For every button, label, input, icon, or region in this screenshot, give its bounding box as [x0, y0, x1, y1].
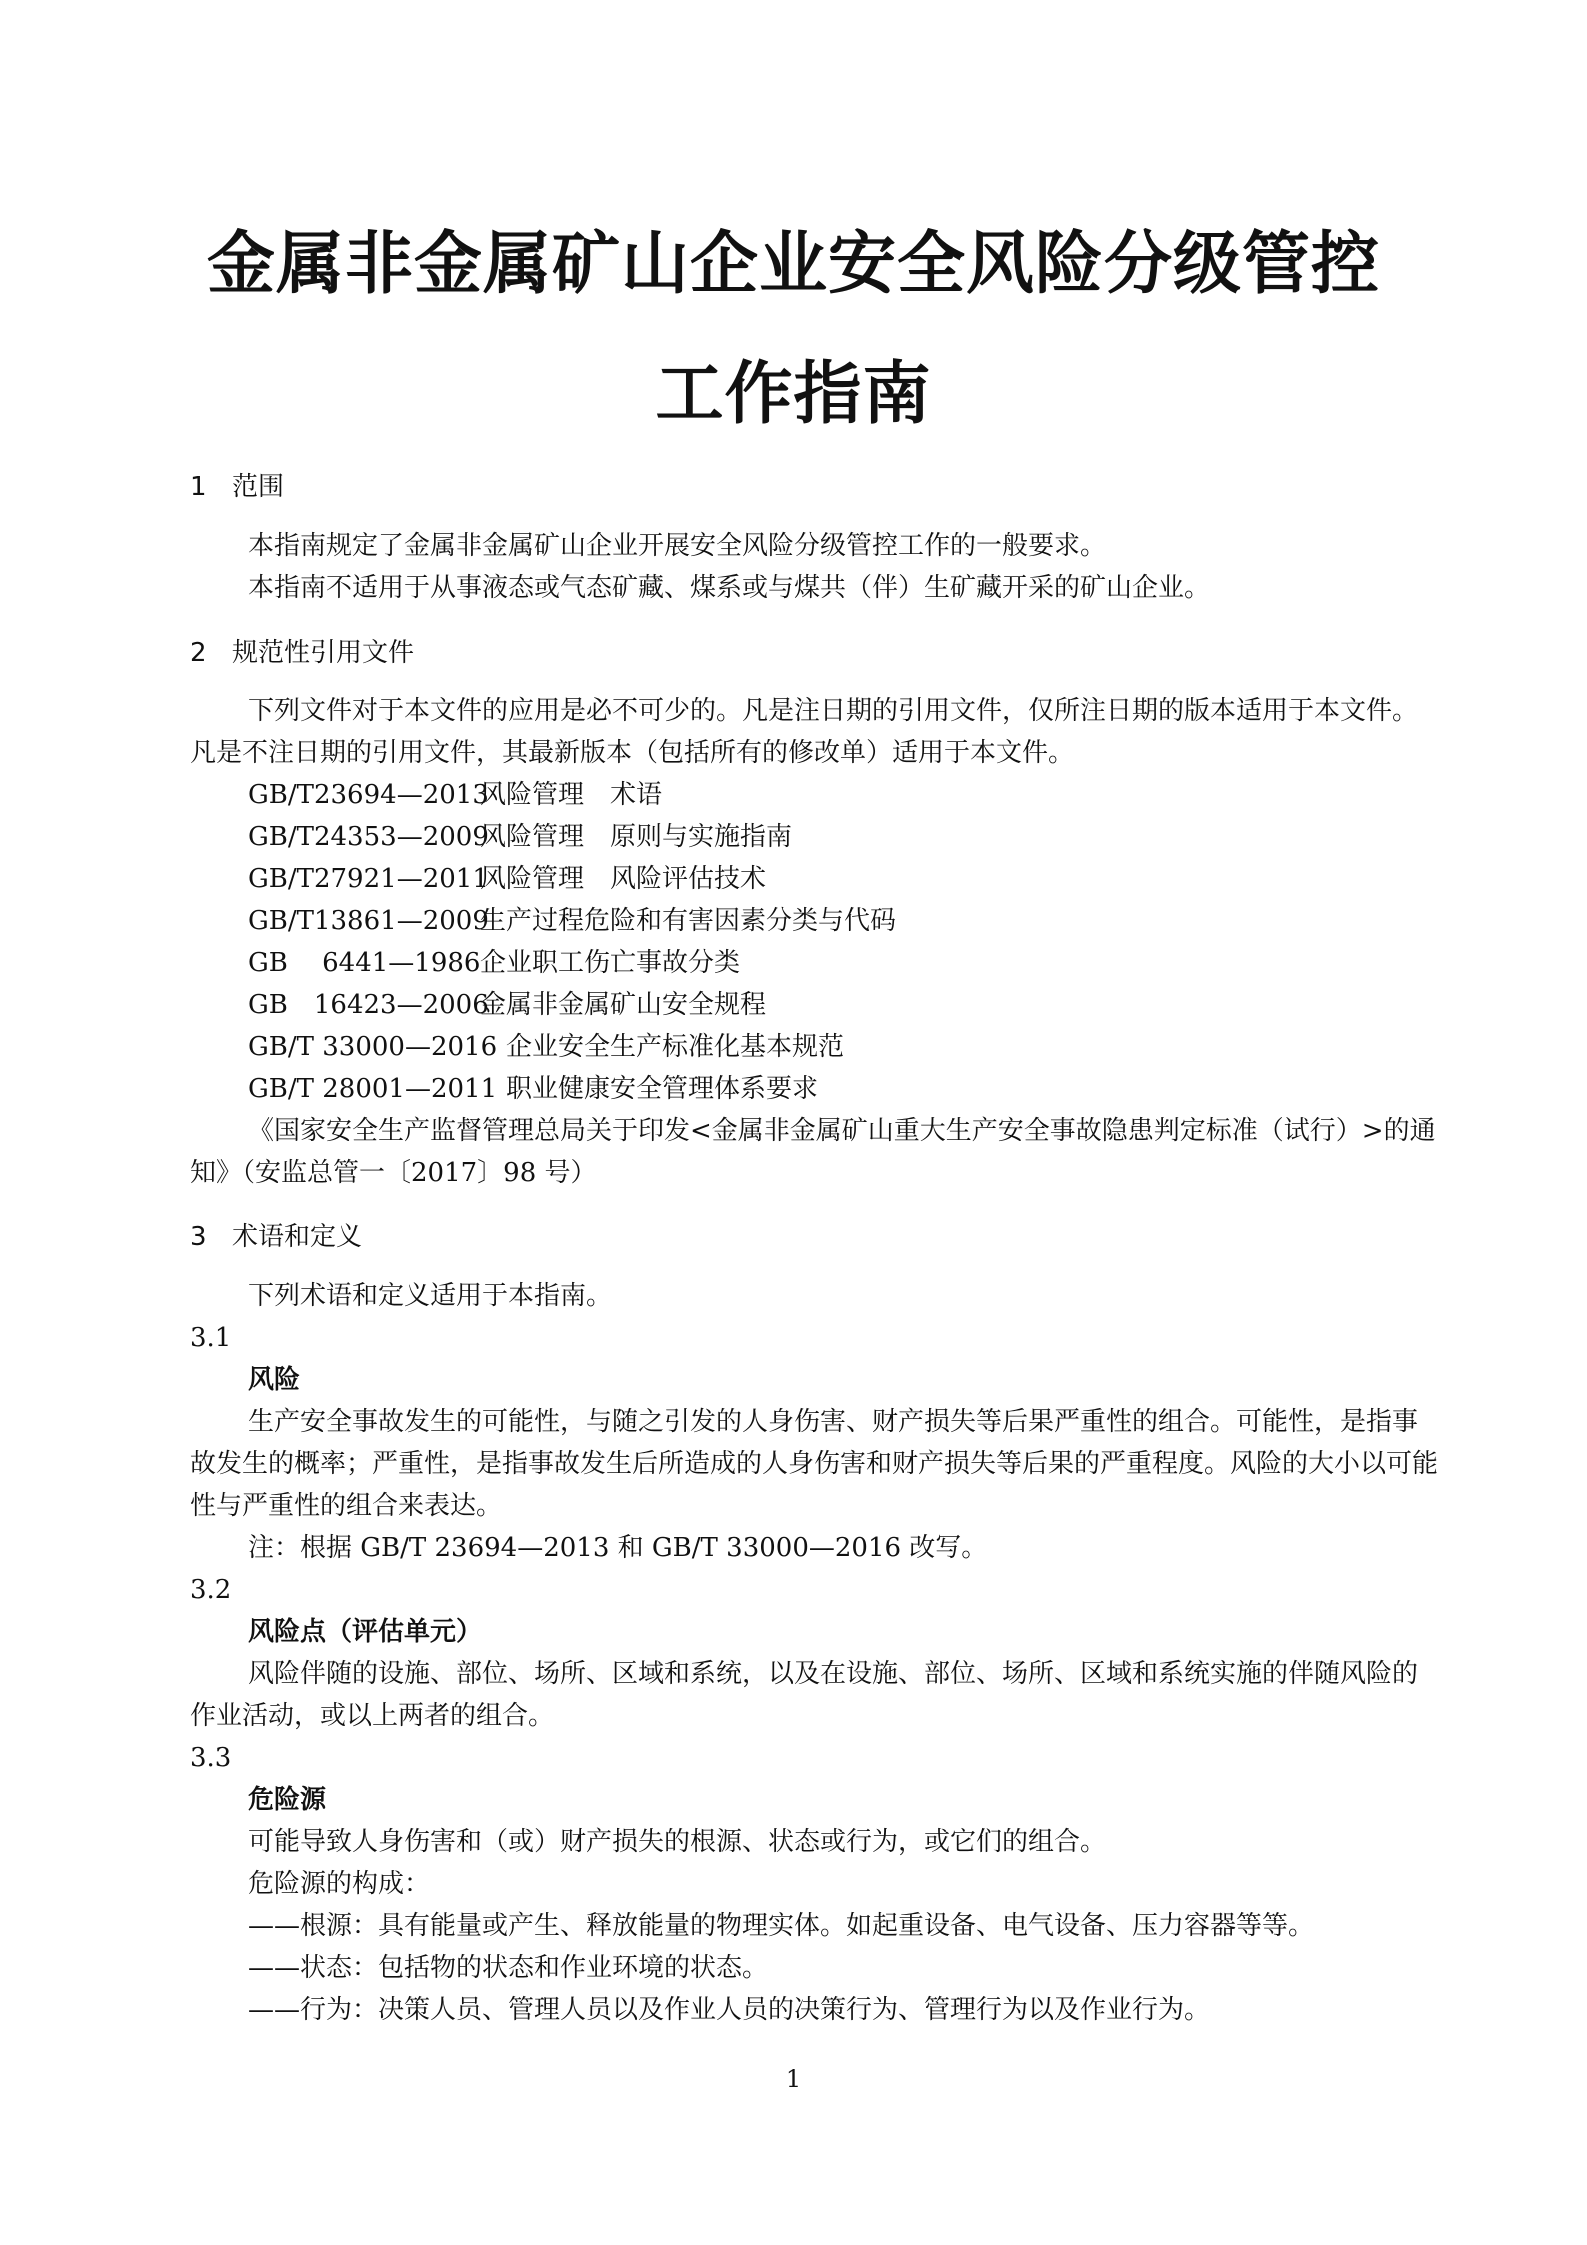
reference-item: [248, 900, 896, 942]
term-definition-3-1: 生产安全事故发生的可能性，与随之引发的人身伤害、财产损失等后果严重性的组合。可能性，是指事故发生的概率；严重性，是指事故发生后所造成的人身伤害和财产损失等后果的严重程度。风险的大小以可能性与严重性的组合来表达。: [190, 1407, 1439, 1521]
section-heading-3: [190, 1216, 362, 1253]
reference-name: 生产过程危险和有害因素分类与代码: [480, 906, 897, 936]
reference-code: GB/T 28001—2011: [248, 1074, 498, 1104]
doc-title-line1: 金属非金属矿山企业安全风险分级管控: [206, 225, 1380, 304]
reference-item: [248, 858, 766, 900]
term-note-3-1: 注：根据 GB/T 23694—2013 和 GB/T 33000—2016 改写。: [248, 1533, 988, 1563]
reference-code: GB/T24353—2009: [248, 822, 489, 852]
section-title: 规范性引用文件: [232, 638, 415, 668]
reference-name: 职业健康安全管理体系要求: [506, 1074, 819, 1104]
term-name-3-3: 危险源: [248, 1785, 327, 1815]
hazard-composition-label: 危险源的构成：: [248, 1869, 431, 1899]
term-definition-3-2: 风险伴随的设施、部位、场所、区域和系统，以及在设施、部位、场所、区域和系统实施的伴随风险的作业活动，或以上两者的组合。: [190, 1659, 1419, 1731]
reference-name: 企业安全生产标准化基本规范: [506, 1032, 845, 1062]
term-number-3-3: 3.3: [190, 1743, 232, 1773]
reference-name: 企业职工伤亡事故分类: [480, 948, 741, 978]
reference-code: GB 6441—1986: [248, 948, 481, 978]
reference-code: GB/T27921—2011: [248, 864, 489, 894]
term-number-3-1: 3.1: [190, 1323, 232, 1353]
hazard-component-state: ——状态：包括物的状态和作业环境的状态。: [248, 1953, 769, 1983]
reference-item: [248, 1026, 844, 1068]
term-name-3-2: 风险点（评估单元）: [248, 1617, 483, 1647]
reference-code: GB/T13861—2009: [248, 906, 489, 936]
section-title: 术语和定义: [232, 1222, 363, 1252]
section-number: 1: [190, 472, 207, 502]
reference-item: [248, 1068, 818, 1110]
reference-code: GB/T23694—2013: [248, 780, 489, 810]
section-heading-2: [190, 632, 414, 669]
section-title: 范围: [232, 472, 285, 502]
section-number: 2: [190, 638, 207, 668]
reference-code: GB 16423—2006: [248, 990, 489, 1020]
term-number-3-2: 3.2: [190, 1575, 232, 1605]
terms-intro-paragraph: 下列术语和定义适用于本指南。: [248, 1281, 613, 1311]
scope-paragraph-1: 本指南规定了金属非金属矿山企业开展安全风险分级管控工作的一般要求。: [248, 531, 1107, 561]
section-heading-1: [190, 466, 284, 503]
page-number: 1: [785, 2065, 802, 2093]
term-name-3-1: 风险: [248, 1365, 301, 1395]
section-number: 3: [190, 1222, 207, 1252]
reference-name: 风险管理 风险评估技术: [480, 864, 767, 894]
reference-name: 风险管理 原则与实施指南: [480, 822, 793, 852]
scope-paragraph-2: 本指南不适用于从事液态或气态矿藏、煤系或与煤共（伴）生矿藏开采的矿山企业。: [248, 573, 1211, 603]
reference-name: 金属非金属矿山安全规程: [480, 990, 767, 1020]
term-definition-3-3: 可能导致人身伤害和（或）财产损失的根源、状态或行为，或它们的组合。: [248, 1827, 1107, 1857]
reference-item: [248, 942, 740, 984]
reference-name: 风险管理 术语: [480, 780, 663, 810]
refs-notice-paragraph: 《国家安全生产监督管理总局关于印发<金属非金属矿山重大生产安全事故隐患判定标准（试行）>的通知》（安监总管一〔2017〕98 号）: [190, 1116, 1436, 1188]
doc-title-line2: 工作指南: [655, 355, 932, 434]
reference-code: GB/T 33000—2016: [248, 1032, 498, 1062]
reference-item: [248, 774, 662, 816]
hazard-component-source: ——根源：具有能量或产生、释放能量的物理实体。如起重设备、电气设备、压力容器等等。: [248, 1911, 1315, 1941]
reference-item: [248, 816, 792, 858]
hazard-component-behavior: ——行为：决策人员、管理人员以及作业人员的决策行为、管理行为以及作业行为。: [248, 1995, 1211, 2025]
refs-intro-paragraph: 下列文件对于本文件的应用是必不可少的。凡是注日期的引用文件，仅所注日期的版本适用于本文件。凡是不注日期的引用文件，其最新版本（包括所有的修改单）适用于本文件。: [190, 696, 1419, 768]
reference-item: [248, 984, 766, 1026]
